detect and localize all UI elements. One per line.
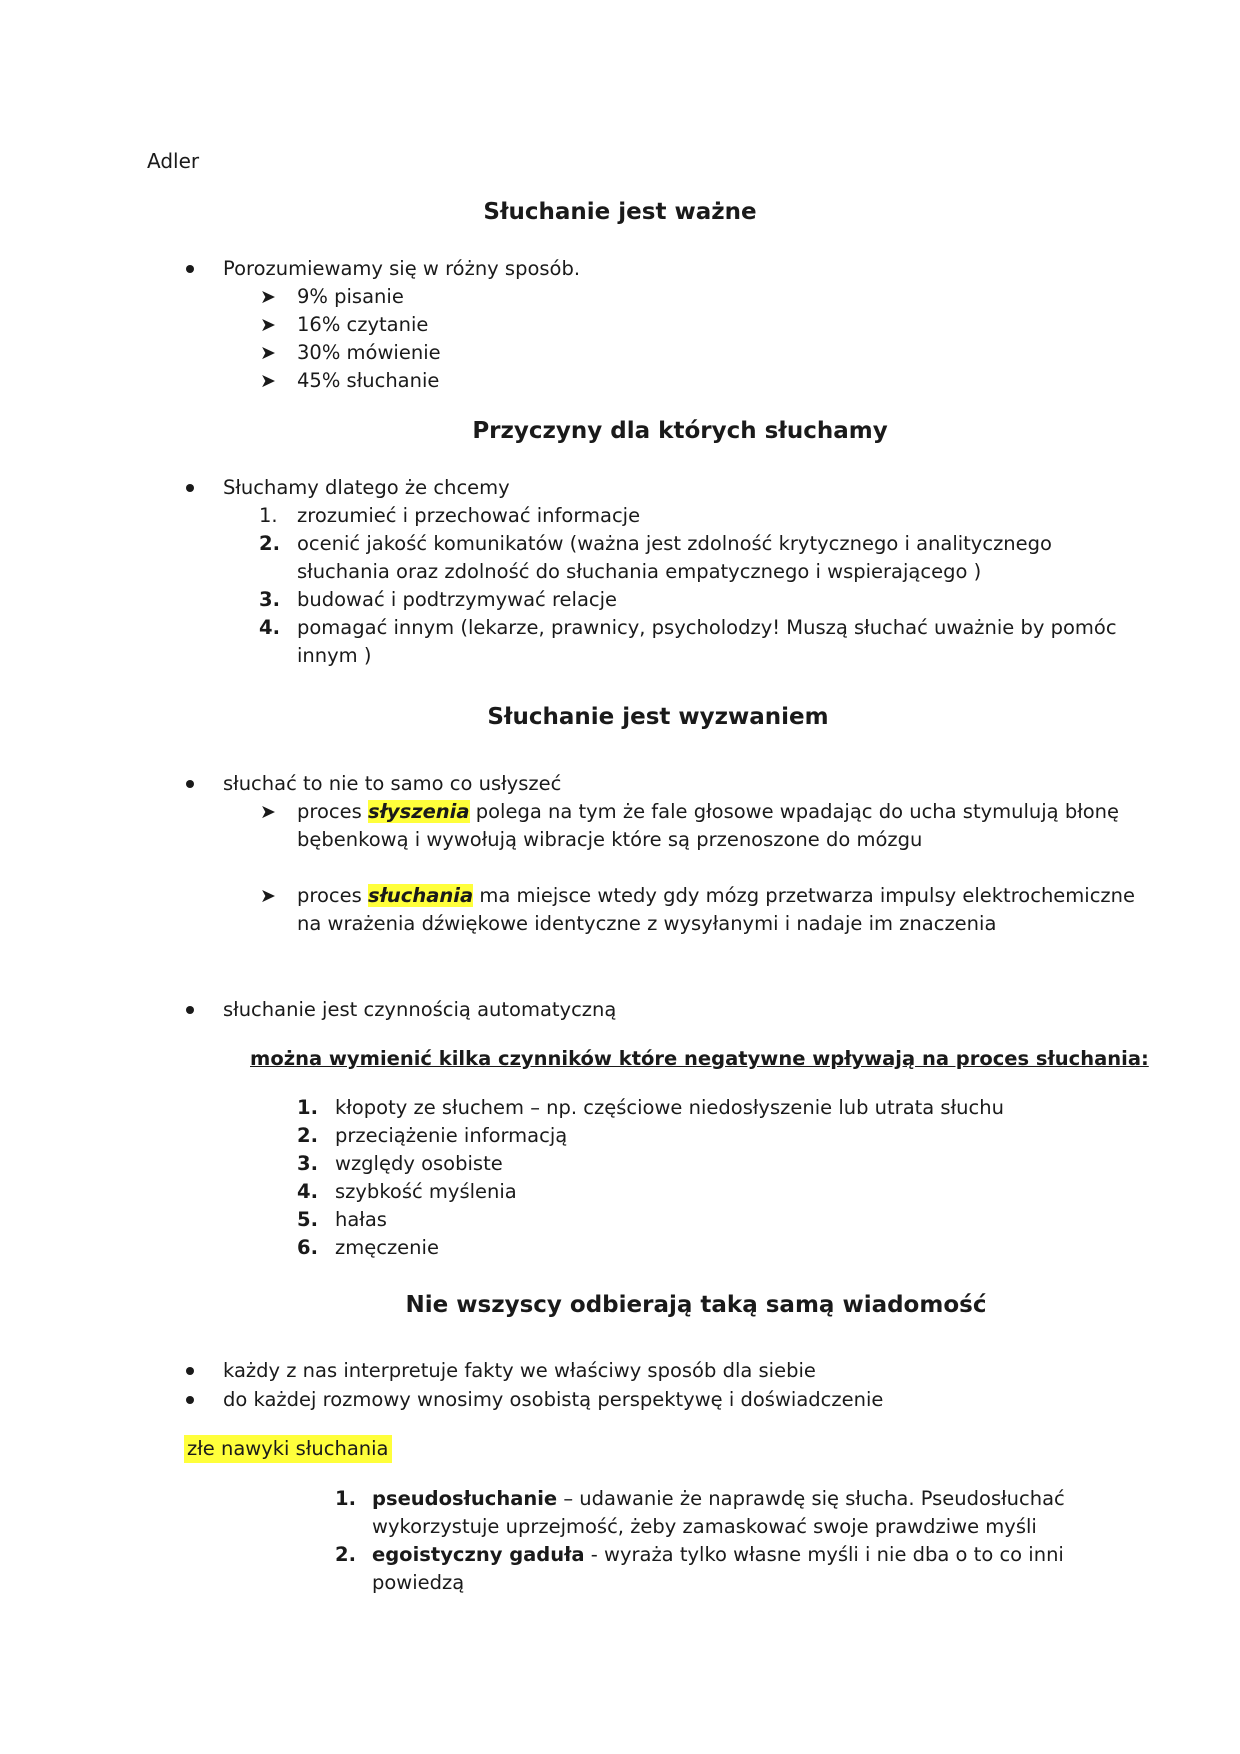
list-item: szybkość myślenia: [335, 1180, 517, 1203]
list-item: zrozumieć i przechować informacje: [297, 504, 641, 527]
habit-term: egoistyczny gaduła: [372, 1543, 585, 1566]
list-number: 2.: [259, 532, 280, 555]
list-item: 30% mówienie: [297, 341, 441, 364]
arrow-bullet-icon: ➤: [260, 801, 276, 823]
list-item: zmęczenie: [335, 1236, 439, 1259]
list-number: 4.: [259, 616, 280, 639]
highlighted-term: słyszenia: [367, 800, 470, 823]
list-number: 2.: [297, 1124, 318, 1147]
arrow-bullet-icon: ➤: [260, 370, 276, 392]
bullet-dot: [186, 780, 194, 788]
highlighted-label: złe nawyki słuchania: [184, 1435, 392, 1463]
bullet-text: do każdej rozmowy wnosimy osobistą perspektywę i doświadczenie: [223, 1388, 884, 1411]
list-item: 16% czytanie: [297, 313, 429, 336]
list-item: kłopoty ze słuchem – np. częściowe niedosłyszenie lub utrata słuchu: [335, 1096, 1004, 1119]
bullet-dot: [186, 1367, 194, 1375]
arrow-bullet-icon: ➤: [260, 885, 276, 907]
list-item: przeciążenie informacją: [335, 1124, 568, 1147]
list-number: 3.: [297, 1152, 318, 1175]
bullet-dot: [186, 484, 194, 492]
list-item: pomagać innym (lekarze, prawnicy, psycholodzy! Muszą słuchać uważnie by pomóc: [297, 616, 1117, 639]
list-item: 45% słuchanie: [297, 369, 440, 392]
list-item-continued: słuchania oraz zdolność do słuchania empatycznego i wspierającego ): [297, 560, 982, 583]
list-item: 9% pisanie: [297, 285, 404, 308]
bullet-text: słuchanie jest czynnością automatyczną: [223, 998, 617, 1021]
list-number: 4.: [297, 1180, 318, 1203]
bullet-text: Porozumiewamy się w różny sposób.: [223, 257, 581, 280]
list-item-hearing: proces słyszenia polega na tym że fale głosowe wpadając do ucha stymulują błonę: [297, 800, 1120, 823]
bullet-dot: [186, 265, 194, 273]
section-title-4: Nie wszyscy odbierają taką samą wiadomość: [405, 1292, 987, 1318]
list-number: 1.: [335, 1487, 356, 1510]
list-item-continued: wykorzystuje uprzejmość, żeby zamaskować swoje prawdziwe myśli: [372, 1515, 1037, 1538]
bullet-dot: [186, 1006, 194, 1014]
author-name: Adler: [147, 149, 200, 173]
list-item: hałas: [335, 1208, 387, 1231]
list-number: 6.: [297, 1236, 318, 1259]
list-number: 1.: [297, 1096, 318, 1119]
arrow-bullet-icon: ➤: [260, 286, 276, 308]
bullet-text: słuchać to nie to samo co usłyszeć: [223, 772, 562, 795]
section-title-1: Słuchanie jest ważne: [483, 199, 757, 225]
list-number: 3.: [259, 588, 280, 611]
list-item-listening: proces słuchania ma miejsce wtedy gdy mózg przetwarza impulsy elektrochemiczne: [297, 884, 1136, 907]
list-item: pseudosłuchanie – udawanie że naprawdę się słucha. Pseudosłuchać: [372, 1487, 1065, 1510]
habit-term: pseudosłuchanie: [372, 1487, 558, 1510]
list-item: ocenić jakość komunikatów (ważna jest zdolność krytycznego i analitycznego: [297, 532, 1052, 555]
list-item-continued: bębenkową i wywołują wibracje które są przenoszone do mózgu: [297, 828, 923, 851]
list-item-continued: innym ): [297, 644, 372, 667]
bullet-text: Słuchamy dlatego że chcemy: [223, 476, 510, 499]
list-item: budować i podtrzymywać relacje: [297, 588, 618, 611]
bullet-dot: [186, 1396, 194, 1404]
arrow-bullet-icon: ➤: [260, 342, 276, 364]
section-title-2: Przyczyny dla których słuchamy: [472, 418, 888, 444]
list-number: 1.: [259, 504, 278, 527]
list-number: 2.: [335, 1543, 356, 1566]
list-item-continued: na wrażenia dźwiękowe identyczne z wysyłanymi i nadaje im znaczenia: [297, 912, 997, 935]
list-item: egoistyczny gaduła - wyraża tylko własne myśli i nie dba o to co inni: [372, 1543, 1064, 1566]
factors-subheading: można wymienić kilka czynników które negatywne wpływają na proces słuchania:: [250, 1047, 1149, 1070]
bullet-text: każdy z nas interpretuje fakty we właściwy sposób dla siebie: [223, 1359, 816, 1382]
list-number: 5.: [297, 1208, 318, 1231]
list-item: względy osobiste: [335, 1152, 503, 1175]
highlighted-term: słuchania: [367, 884, 474, 907]
section-title-3: Słuchanie jest wyzwaniem: [487, 704, 829, 730]
arrow-bullet-icon: ➤: [260, 314, 276, 336]
list-item-continued: powiedzą: [372, 1571, 465, 1594]
